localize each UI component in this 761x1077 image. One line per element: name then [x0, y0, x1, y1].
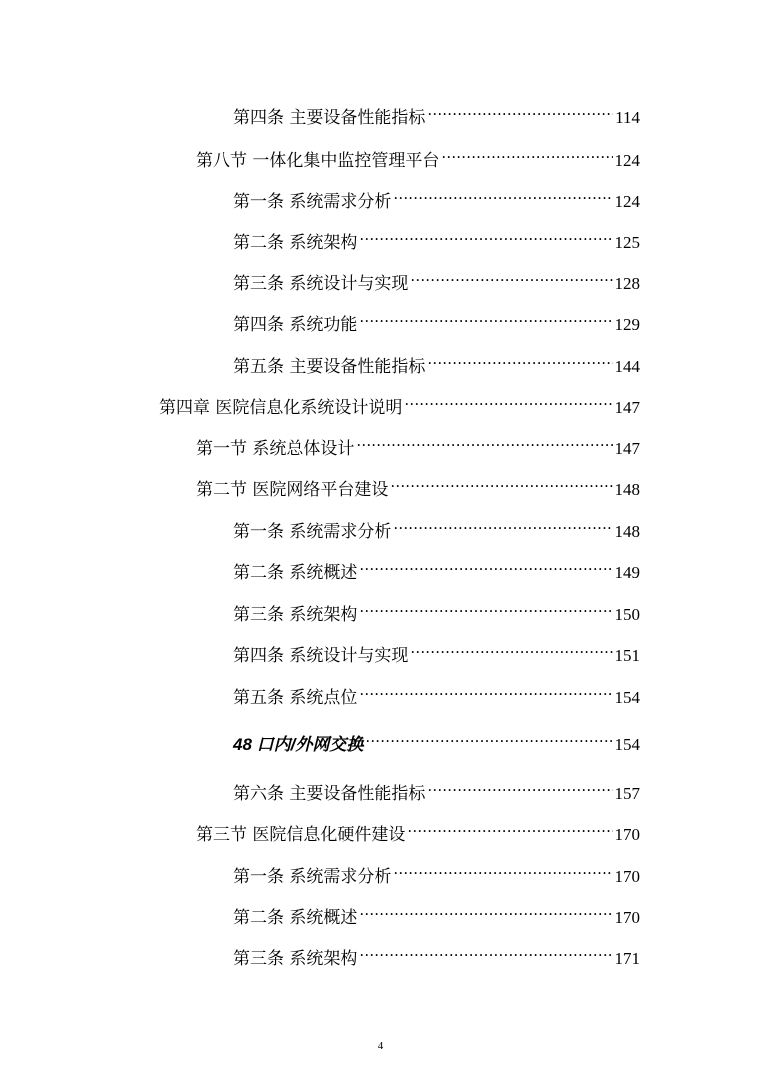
toc-page-number: 154 [614, 735, 640, 754]
toc-entry-label: 第一条 系统需求分析 [233, 192, 392, 212]
toc-entry-label: 第五条 主要设备性能指标 [233, 357, 426, 377]
toc-entry-article-1-requirements[interactable] [233, 181, 640, 212]
toc-entry-article-2-overview[interactable] [233, 552, 640, 583]
toc-entry-label: 第六条 主要设备性能指标 [233, 784, 426, 804]
toc-entry-label: 第一条 系统需求分析 [233, 522, 392, 542]
toc-dot-leader [365, 724, 612, 750]
toc-dot-leader [359, 897, 612, 923]
toc-dot-leader [359, 594, 612, 620]
toc-entry-article-6-equipment-specs[interactable] [233, 773, 640, 804]
toc-entry-label: 第二条 系统概述 [233, 908, 358, 928]
toc-entry-label: 第四条 系统功能 [233, 315, 358, 335]
toc-entry-48-port-switch[interactable] [233, 724, 640, 754]
toc-page-number: 144 [614, 357, 640, 376]
toc-page-number: 125 [614, 233, 640, 252]
toc-page-number: 148 [614, 480, 640, 499]
toc-entry-article-3-architecture[interactable] [233, 938, 640, 969]
toc-entry-article-1-requirements[interactable] [233, 511, 640, 542]
toc-dot-leader [390, 469, 612, 495]
toc-entry-label: 第一条 系统需求分析 [233, 867, 392, 887]
toc-page-number: 128 [614, 274, 640, 293]
toc-page-number: 171 [614, 949, 640, 968]
toc-entry-chapter-4-hospital-it-design[interactable] [159, 387, 640, 418]
toc-page-number: 147 [614, 439, 640, 458]
toc-entry-label: 第二条 系统架构 [233, 233, 358, 253]
toc-dot-leader [359, 552, 612, 578]
toc-entry-label: 第三条 系统设计与实现 [233, 274, 409, 294]
toc-dot-leader [410, 635, 612, 661]
toc-dot-leader [427, 97, 613, 123]
toc-entry-label: 第八节 一体化集中监控管理平台 [196, 151, 440, 171]
toc-page-number: 129 [614, 315, 640, 334]
toc-page-number: 170 [614, 908, 640, 927]
toc-entry-article-4-main-equipment-specs[interactable] [233, 97, 640, 128]
toc-entry-section-3-hardware[interactable] [196, 814, 640, 845]
toc-entry-label: 第四条 系统设计与实现 [233, 646, 409, 666]
toc-dot-leader [393, 856, 612, 882]
toc-entry-label: 第三条 系统架构 [233, 605, 358, 625]
toc-entry-article-2-architecture[interactable] [233, 222, 640, 253]
toc-entry-article-5-equipment-specs[interactable] [233, 346, 640, 377]
toc-entry-label: 第五条 系统点位 [233, 688, 358, 708]
toc-dot-leader [410, 263, 612, 289]
toc-dot-leader [427, 773, 612, 799]
toc-dot-leader [359, 222, 612, 248]
toc-entry-label: 第二节 医院网络平台建设 [196, 480, 389, 500]
toc-page-number: 170 [614, 867, 640, 886]
toc-entry-label: 第三条 系统架构 [233, 949, 358, 969]
toc-entry-label: 第一节 系统总体设计 [196, 439, 355, 459]
toc-entry-article-5-points[interactable] [233, 677, 640, 708]
toc-dot-leader [393, 181, 612, 207]
footer-page-number: 4 [377, 1040, 384, 1052]
toc-page-number: 154 [614, 688, 640, 707]
toc-dot-leader [407, 814, 612, 840]
toc-entry-section-8-monitoring-platform[interactable] [196, 140, 640, 171]
toc-dot-leader [356, 428, 612, 454]
toc-entry-label: 第四条 主要设备性能指标 [233, 108, 426, 128]
toc-dot-leader [427, 346, 612, 372]
toc-page-number: 150 [614, 605, 640, 624]
toc-dot-leader [441, 140, 612, 166]
toc-page-number: 124 [614, 192, 640, 211]
toc-page-number: 124 [614, 151, 640, 170]
toc-dot-leader [359, 677, 612, 703]
toc-page-number: 157 [614, 784, 640, 803]
toc-entry-article-3-design[interactable] [233, 263, 640, 294]
toc-entry-article-3-architecture[interactable] [233, 594, 640, 625]
toc-entry-section-2-network-platform[interactable] [196, 469, 640, 500]
toc-entry-label: 48 口内/外网交换 [233, 735, 364, 754]
toc-page-number: 147 [614, 398, 640, 417]
toc-page-number: 149 [614, 563, 640, 582]
toc-entry-label: 第三节 医院信息化硬件建设 [196, 825, 406, 845]
toc-page-number: 151 [614, 646, 640, 665]
toc-entry-article-2-overview[interactable] [233, 897, 640, 928]
toc-entry-article-4-functions[interactable] [233, 304, 640, 335]
toc-entry-article-1-requirements[interactable] [233, 856, 640, 887]
toc-dot-leader [393, 511, 612, 537]
toc-entry-label: 第二条 系统概述 [233, 563, 358, 583]
toc-dot-leader [359, 304, 612, 330]
toc-page-number: 170 [614, 825, 640, 844]
toc-dot-leader [359, 938, 612, 964]
toc-entry-section-1-overall-design[interactable] [196, 428, 640, 459]
toc-entry-article-4-design[interactable] [233, 635, 640, 666]
toc-page-number: 114 [615, 108, 640, 127]
toc-entry-label: 第四章 医院信息化系统设计说明 [159, 398, 403, 418]
toc-dot-leader [404, 387, 612, 413]
toc-page-number: 148 [614, 522, 640, 541]
